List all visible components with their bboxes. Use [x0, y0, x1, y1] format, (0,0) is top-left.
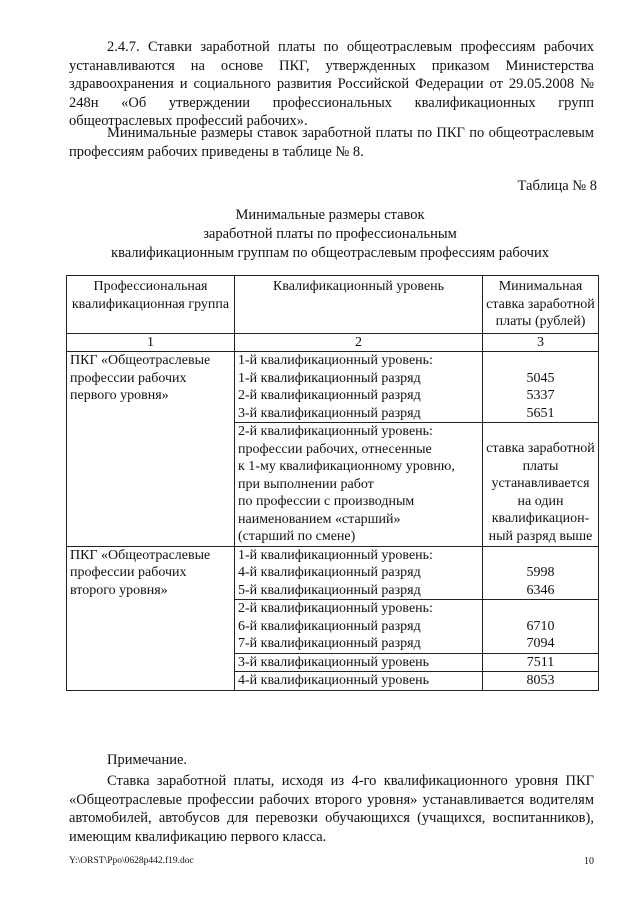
level-line: 4-й квалификационный уровень [238, 673, 430, 688]
level-line: (старший по смене) [238, 529, 356, 544]
column-number: 1 [67, 333, 235, 352]
level-cell [235, 672, 483, 691]
rate-value: 7511 [526, 654, 555, 670]
header-group: Профессиональная квалификационная группа [67, 276, 235, 334]
header-rate: Минимальная ставка заработной платы (рублей) [483, 276, 599, 334]
level-line: по профессии с производным [238, 494, 415, 509]
level-line: 1-й квалификационный уровень: [238, 547, 433, 563]
rate-note-cell: ставка заработной платы устанавливается на один квалификацион-ный разряд выше [483, 423, 599, 547]
rate-cell [483, 546, 599, 600]
note-heading: Примечание. [107, 752, 188, 768]
level-cell [235, 653, 483, 672]
table-header-row [67, 276, 599, 334]
table-title-line: Минимальные размеры ставок [235, 207, 425, 223]
group-name-cell: ПКГ «Общеотраслевые профессии рабочих первого уровня» [67, 352, 235, 547]
level-cell [235, 600, 483, 654]
rate-value: 6346 [526, 582, 555, 598]
level-line: 5-й квалификационный разряд [238, 582, 421, 598]
rate-value: 6710 [526, 618, 555, 634]
table-caption: Таблица № 8 [517, 178, 597, 194]
column-number: 3 [483, 333, 599, 352]
level-line: при выполнении работ [238, 476, 374, 492]
header-level: Квалификационный уровень [235, 276, 483, 334]
group-name-cell: ПКГ «Общеотраслевые профессии рабочих второго уровня» [67, 546, 235, 690]
level-cell [235, 423, 483, 547]
rate-value [486, 600, 595, 618]
level-line: к 1-му квалификационному уровню, [238, 459, 455, 474]
table-title-line: заработной платы по профессиональным [203, 226, 457, 242]
level-line: 3-й квалификационный уровень [238, 654, 430, 670]
level-line: 7-й квалификационный разряд [238, 636, 421, 651]
table-row [67, 546, 599, 600]
column-number-row [67, 333, 599, 352]
rate-value [486, 547, 595, 565]
table-row [67, 352, 599, 423]
level-line: профессии рабочих, отнесенные [238, 441, 432, 457]
table-title-line: квалификационным группам по общеотраслевым профессиям рабочих [111, 245, 549, 261]
intro-paragraph-2: Минимальные размеры ставок заработной платы по ПКГ по общеотраслевым профессиям рабочих приведены в таблице № 8. [69, 125, 594, 160]
level-cell [235, 546, 483, 600]
level-cell [235, 352, 483, 423]
level-line: 2-й квалификационный разряд [238, 388, 421, 403]
rate-value: 5998 [526, 565, 555, 580]
level-line: 3-й квалификационный разряд [238, 405, 421, 421]
wage-rates-table [66, 275, 599, 691]
column-number: 2 [235, 333, 483, 352]
rate-cell [483, 653, 599, 672]
level-line: 1-й квалификационный разряд [238, 370, 421, 386]
level-line: 4-й квалификационный разряд [238, 565, 421, 580]
note-text: Ставка заработной платы, исходя из 4-го квалификационного уровня ПКГ «Общеотраслевые профессии рабочих второго уровня» устанавливается водителям автомобилей, автобусов для перевозки обучающихся (учащихся, воспитанников), имеющим квалификацию первого класса. [69, 773, 594, 845]
rate-value: 5045 [526, 370, 555, 386]
rate-cell [483, 600, 599, 654]
level-line: 2-й квалификационный уровень: [238, 424, 433, 439]
rate-value: 5651 [526, 405, 555, 421]
rate-value [486, 352, 595, 370]
level-line: 1-й квалификационный уровень: [238, 353, 433, 368]
level-line: 6-й квалификационный разряд [238, 618, 421, 634]
page-number: 10 [584, 856, 594, 867]
rate-cell [483, 672, 599, 691]
level-line: наименованием «старший» [238, 511, 401, 527]
table-title [60, 206, 600, 263]
rate-value: 5337 [526, 388, 555, 403]
level-line: 2-й квалификационный уровень: [238, 601, 433, 616]
rate-value: 7094 [526, 636, 555, 651]
intro-paragraph-1: 2.4.7. Ставки заработной платы по общеотраслевым профессиям рабочих устанавливаются на основе ПКГ, утвержденных приказом Министерства здравоохранения и социального развития Российской Федерации от 29.05.2008 № 248н «Об утверждении профессиональных квалификационных групп общеотраслевых профессий рабочих». [69, 39, 594, 129]
rate-cell [483, 352, 599, 423]
footer-file-path: Y:\ORST\Ppo\0628p442.f19.doc [69, 856, 194, 866]
rate-value: 8053 [526, 673, 555, 688]
